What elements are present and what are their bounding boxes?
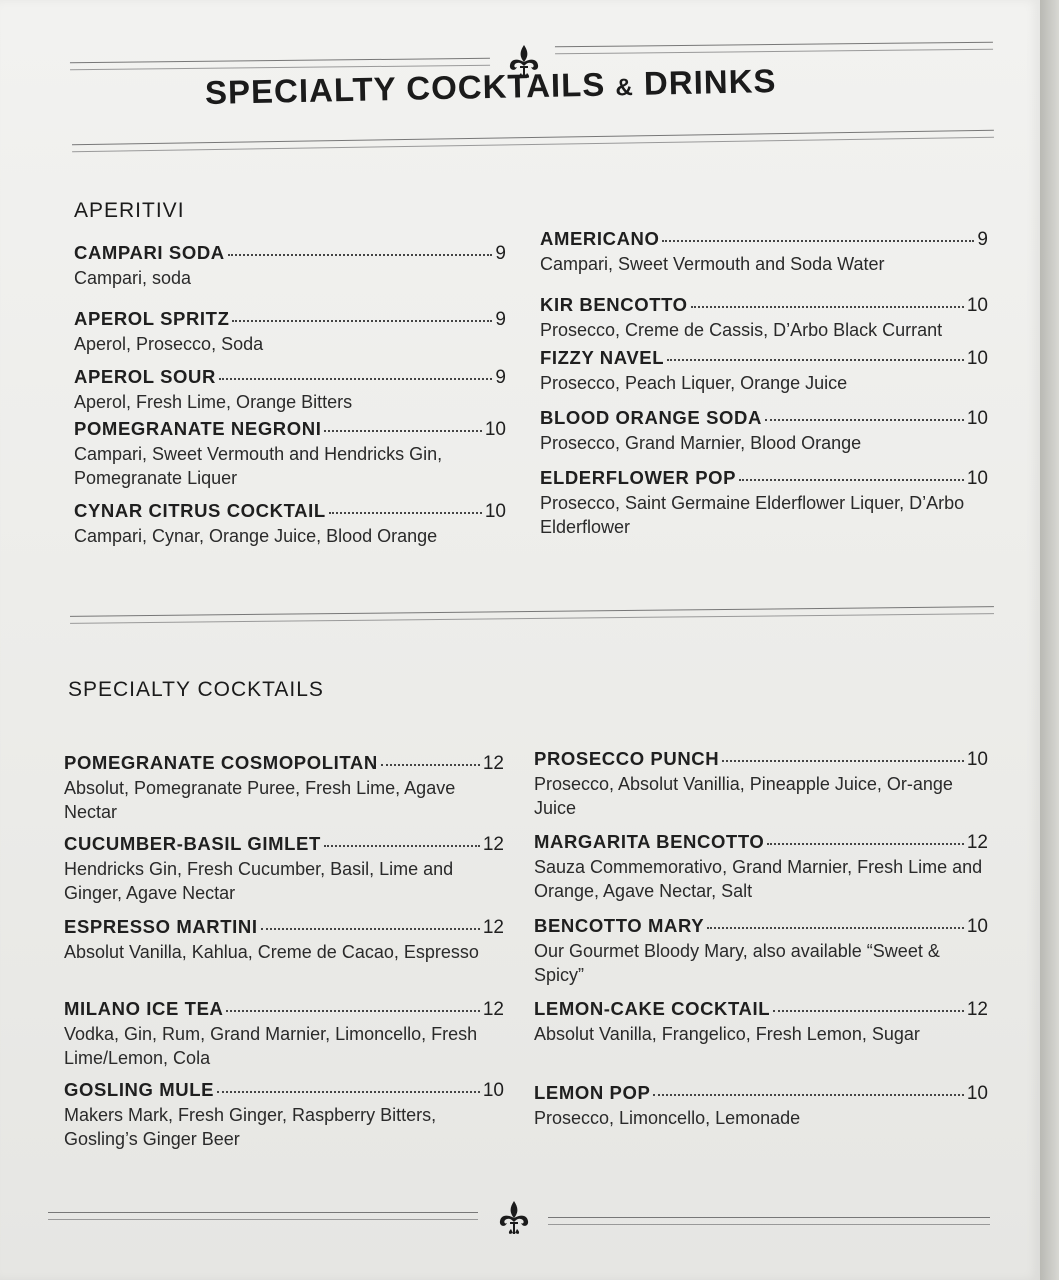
- menu-item-description: Prosecco, Saint Germaine Elderflower Liquer, D’Arbo Elderflower: [540, 493, 965, 537]
- dot-leader: [667, 359, 964, 361]
- dot-leader: [765, 419, 964, 421]
- menu-item-row: [74, 500, 506, 523]
- menu-item: [64, 998, 504, 1070]
- menu-item: [534, 998, 988, 1046]
- menu-item-row: [64, 998, 504, 1021]
- menu-item-price: 10: [966, 749, 988, 770]
- menu-item-price: 12: [966, 832, 988, 853]
- menu-item-price: 10: [484, 501, 506, 522]
- menu-item-description: Makers Mark, Fresh Ginger, Raspberry Bitters, Gosling’s Ginger Beer: [64, 1105, 437, 1149]
- menu-item-name: CAMPARI SODA: [74, 242, 225, 263]
- menu-item-row: [74, 366, 506, 389]
- menu-item-description: Absolut, Pomegranate Puree, Fresh Lime, Agave Nectar: [64, 778, 456, 822]
- menu-item-price: 9: [495, 243, 506, 264]
- menu-item-price: 10: [484, 419, 506, 440]
- menu-item: [64, 833, 504, 905]
- menu-item: [534, 748, 988, 820]
- menu-item-row: [540, 228, 988, 251]
- menu-title: SPECIALTY COCKTAILS & DRINKS: [204, 62, 777, 111]
- menu-item-row: [534, 915, 988, 938]
- dot-leader: [324, 845, 480, 847]
- menu-item-description: Aperol, Prosecco, Soda: [74, 334, 264, 354]
- menu-item-row: [540, 347, 988, 370]
- menu-item-name: BLOOD ORANGE SODA: [540, 407, 762, 428]
- menu-item-row: [534, 831, 988, 854]
- menu-item: [534, 1082, 988, 1130]
- menu-item-row: [64, 752, 504, 775]
- dot-leader: [261, 928, 480, 930]
- section-divider-rule: [70, 606, 994, 624]
- menu-item-name: MARGARITA BENCOTTO: [534, 831, 765, 852]
- dot-leader: [773, 1010, 964, 1012]
- menu-item-price: 12: [482, 753, 504, 774]
- menu-item: [74, 418, 506, 490]
- menu-item-price: 10: [966, 348, 988, 369]
- menu-item-row: [64, 916, 504, 939]
- menu-item-name: AMERICANO: [540, 228, 660, 249]
- menu-item-name: LEMON-CAKE COCKTAIL: [534, 998, 771, 1019]
- menu-item-row: [534, 748, 988, 771]
- dot-leader: [324, 430, 481, 432]
- menu-item-row: [64, 1079, 504, 1102]
- menu-item-name: POMEGRANATE COSMOPOLITAN: [64, 752, 378, 773]
- menu-item-price: 9: [495, 367, 506, 388]
- menu-item-row: [74, 308, 506, 331]
- menu-item-name: KIR BENCOTTO: [540, 294, 688, 315]
- menu-item-row: [534, 998, 988, 1021]
- menu-item-price: 10: [966, 468, 988, 489]
- dot-leader: [707, 927, 964, 929]
- dot-leader: [722, 760, 964, 762]
- menu-item-description: Prosecco, Grand Marnier, Blood Orange: [540, 433, 862, 453]
- dot-leader: [767, 843, 963, 845]
- menu-item-price: 9: [495, 309, 506, 330]
- menu-item-row: [540, 467, 988, 490]
- menu-item-price: 10: [966, 408, 988, 429]
- menu-item-description: Absolut Vanilla, Frangelico, Fresh Lemon, Sugar: [534, 1024, 920, 1044]
- menu-item-description: Sauza Commemorativo, Grand Marnier, Fresh Lime and Orange, Agave Nectar, Salt: [534, 857, 983, 901]
- menu-item-description: Prosecco, Limoncello, Lemonade: [534, 1108, 801, 1128]
- menu-item: [540, 347, 988, 395]
- menu-item-name: APEROL SPRITZ: [74, 308, 230, 329]
- menu-item-name: CYNAR CITRUS COCKTAIL: [74, 500, 326, 521]
- menu-item-description: Our Gourmet Bloody Mary, also available “Sweet & Spicy”: [534, 941, 940, 985]
- menu-item-price: 10: [482, 1080, 504, 1101]
- menu-item-row: [64, 833, 504, 856]
- menu-item: [74, 500, 506, 548]
- dot-leader: [653, 1094, 963, 1096]
- menu-item-price: 12: [966, 999, 988, 1020]
- menu-item-row: [540, 294, 988, 317]
- menu-item-description: Prosecco, Peach Liquer, Orange Juice: [540, 373, 848, 393]
- dot-leader: [219, 378, 492, 380]
- menu-item-name: MILANO ICE TEA: [64, 998, 224, 1019]
- menu-item-description: Hendricks Gin, Fresh Cucumber, Basil, Lime and Ginger, Agave Nectar: [64, 859, 454, 903]
- menu-item-row: [74, 418, 506, 441]
- menu-item-description: Absolut Vanilla, Kahlua, Creme de Cacao, Espresso: [64, 942, 479, 962]
- menu-item-price: 10: [966, 1083, 988, 1104]
- dot-leader: [381, 764, 480, 766]
- top-rule-right: [555, 42, 993, 55]
- dot-leader: [226, 1010, 479, 1012]
- fleur-de-lis-icon: [494, 1198, 534, 1238]
- section-heading-specialty: SPECIALTY COCKTAILS: [68, 678, 324, 701]
- menu-item-description: Prosecco, Absolut Vanillia, Pineapple Juice, Or-ange Juice: [534, 774, 953, 818]
- menu-item: [540, 407, 988, 455]
- menu-item: [64, 1079, 504, 1151]
- menu-item-name: PROSECCO PUNCH: [534, 748, 720, 769]
- menu-item-row: [74, 242, 506, 265]
- menu-item: [534, 831, 988, 903]
- menu-item: [540, 467, 988, 539]
- menu-item-name: FIZZY NAVEL: [540, 347, 665, 368]
- dot-leader: [662, 240, 974, 242]
- menu-item-price: 9: [977, 229, 988, 250]
- dot-leader: [217, 1091, 480, 1093]
- title-bottom-rule: [72, 130, 994, 152]
- menu-item: [540, 294, 988, 342]
- menu-item: [540, 228, 988, 276]
- menu-item: [74, 242, 506, 290]
- menu-item: [64, 752, 504, 824]
- page-edge: [1040, 0, 1059, 1280]
- section-heading-aperitivi: APERITIVI: [74, 199, 185, 222]
- dot-leader: [739, 479, 964, 481]
- dot-leader: [691, 306, 964, 308]
- menu-item-name: APEROL SOUR: [74, 366, 216, 387]
- bottom-rule-right: [548, 1217, 990, 1225]
- menu-item-price: 12: [482, 834, 504, 855]
- menu-item-description: Campari, Cynar, Orange Juice, Blood Orange: [74, 526, 438, 546]
- menu-item-name: ESPRESSO MARTINI: [64, 916, 258, 937]
- menu-item-description: Vodka, Gin, Rum, Grand Marnier, Limoncello, Fresh Lime/Lemon, Cola: [64, 1024, 478, 1068]
- menu-item-price: 12: [482, 917, 504, 938]
- menu-item-price: 10: [966, 295, 988, 316]
- dot-leader: [232, 320, 492, 322]
- menu-item-description: Campari, Sweet Vermouth and Soda Water: [540, 254, 885, 274]
- menu-item-description: Campari, soda: [74, 268, 192, 288]
- dot-leader: [228, 254, 493, 256]
- menu-item-price: 10: [966, 916, 988, 937]
- menu-item-description: Prosecco, Creme de Cassis, D’Arbo Black Currant: [540, 320, 943, 340]
- menu-item-row: [540, 407, 988, 430]
- bottom-rule-left: [48, 1212, 478, 1220]
- menu-item-name: LEMON POP: [534, 1082, 651, 1103]
- menu-item-row: [534, 1082, 988, 1105]
- menu-item-price: 12: [482, 999, 504, 1020]
- menu-item: [74, 308, 506, 356]
- menu-item-name: GOSLING MULE: [64, 1079, 215, 1100]
- menu-item-name: CUCUMBER-BASIL GIMLET: [64, 833, 321, 854]
- menu-item-name: ELDERFLOWER POP: [540, 467, 737, 488]
- menu-item-description: Aperol, Fresh Lime, Orange Bitters: [74, 392, 353, 412]
- menu-item: [74, 366, 506, 414]
- menu-item: [534, 915, 988, 987]
- menu-item-name: BENCOTTO MARY: [534, 915, 705, 936]
- menu-item-description: Campari, Sweet Vermouth and Hendricks Gin, Pomegranate Liquer: [74, 444, 443, 488]
- dot-leader: [329, 512, 482, 514]
- menu-item-name: POMEGRANATE NEGRONI: [74, 418, 322, 439]
- menu-item: [64, 916, 504, 964]
